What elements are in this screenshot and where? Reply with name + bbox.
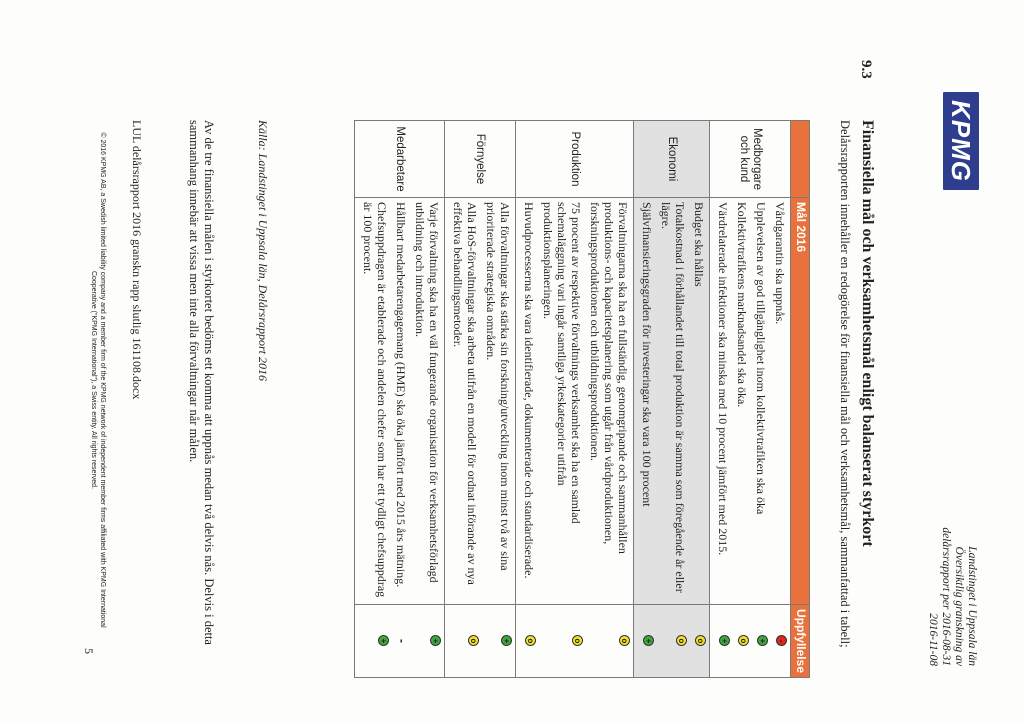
goal-text: Chefsuppdragen är etablerade och andelen chefer som har ett tydligt chefsuppdrag är 100 procent.: [361, 202, 389, 598]
row-category: Ekonomi: [634, 121, 710, 198]
goal-text: Varje förvaltning ska ha en väl fungerande organisation för verksamhetsförlagd utbildning och introduktion.: [413, 202, 441, 583]
goal-text: Upplevelsen av god tillgänglighet inom kollektivtrafiken ska öka: [754, 202, 768, 515]
row-category: Medarbetare: [355, 121, 445, 198]
status-indicator-icon: o: [695, 635, 706, 646]
goals-cell: [516, 198, 634, 605]
row-category: Förnyelse: [445, 121, 516, 198]
goals-cell: [710, 198, 791, 605]
status-indicator-icon: +: [501, 635, 512, 646]
table-row: [445, 121, 516, 678]
goal-text: Totalkostnad i förhållandet till total produktion är samma som föregående år eller lägre.: [659, 202, 687, 593]
goal-text: Budget ska hållas: [692, 202, 706, 287]
status-indicator-icon: o: [572, 635, 583, 646]
document-header: [926, 527, 978, 666]
goal-text: 75 procent av respektive förvaltnings verksamhet ska ha en samlad schemaläggning vari ingår samtliga yrkeskategorier utifrån produktionsplaneringen.: [541, 202, 583, 524]
status-indicator-icon: o: [525, 635, 536, 646]
row-category: Medborgare och kund: [710, 121, 791, 198]
row-category: Produktion: [516, 121, 634, 198]
goal-text: Kollektivtrafikens marknadsandel ska öka.: [735, 202, 749, 408]
goal-text: Alla HoS-förvaltningar ska arbeta utifrån en modell för ordnat införande av nya effektiva behandlingsmetoder.: [451, 202, 479, 585]
goal-text: Huvudprocesserna ska vara identifierade, dokumenterade och standardiserade.: [522, 202, 536, 579]
header-line: 2016-11-08: [927, 613, 939, 666]
goal-text: Självfinansieringsgraden för investeringar ska vara 100 procent: [640, 202, 654, 507]
status-indicator-icon: +: [757, 635, 768, 646]
status-indicator-icon: o: [468, 635, 479, 646]
status-indicator-icon: +: [643, 635, 654, 646]
goal-text: Förvaltningarna ska ha en fullständig, genomgripande och sammanhållen produktions- och kapacitetsplanering som utgår från vårdproduktionen, forskningsproduktionen och utbildningsproduktionen.: [588, 202, 630, 554]
section-number: 9.3: [858, 60, 874, 79]
status-indicator-icon: o: [676, 635, 687, 646]
goal-text: Alla förvaltningar ska stärka sin forskning/utveckling inom minst två av sina prioriterade strategiska områden.: [484, 202, 512, 571]
goals-header: Mål 2016: [791, 198, 810, 605]
table-row: [634, 121, 710, 678]
header-line: delårsrapport per 2016-08-31: [940, 527, 952, 666]
conclusion-paragraph: Av de tre finansiella målen i styrkortet bedöms ett komma att uppnås medan två delvis nås. Delvis i detta sammanhang innebär att vissa men inte alla förvaltningar når målen.: [187, 120, 216, 645]
status-cell: [445, 604, 516, 677]
goal-text: Vårdgarantin ska uppnås.: [773, 202, 787, 325]
header-line: Översiktlig granskning av: [953, 546, 965, 666]
status-cell: [516, 604, 634, 677]
section-intro: Delårsrapporten innehåller en redogörelse för finansiella mål och verksamhetsmål, sammanfattad i tabell;: [838, 120, 852, 648]
balanced-scorecard-table: [354, 120, 810, 678]
goals-cell: [445, 198, 516, 605]
section-title: Finansiella mål och verksamhetsmål enligt balanserat styrkort: [859, 120, 876, 547]
header-line: Landstinget i Uppsala län: [966, 546, 978, 666]
status-dash: -: [395, 638, 409, 643]
status-indicator-icon: +: [719, 635, 730, 646]
status-indicator-icon: +: [378, 635, 389, 646]
footer-legal: © 2016 KPMG AB, a Swedish limited liability company and a member firm of the KPMG network of independent member firms affiliated with KPMG International Cooperative ("KPMG International"), a Swiss entity. All rights reserved.: [90, 132, 106, 628]
status-cell: [355, 604, 445, 677]
table-row: [355, 121, 445, 678]
table-row: [516, 121, 634, 678]
footer-filename: LUL delårsrapport 2016 granskn rapp slutlig 161108.docx: [130, 120, 144, 400]
status-indicator-icon: o: [619, 635, 630, 646]
status-header: Uppfyllelse: [791, 604, 810, 677]
source-note: Källa: Landstinget i Uppsala län, Delårsrapport 2016: [256, 120, 270, 382]
status-indicator-icon: o: [738, 635, 749, 646]
status-indicator-icon: +: [430, 635, 441, 646]
kpmg-logo: KPMG: [943, 92, 979, 190]
goals-cell: [355, 198, 445, 605]
status-indicator-icon: -: [776, 635, 787, 646]
page-number: 5: [82, 648, 96, 654]
goal-text: Hållbart medarbetarengagemang (HME) ska öka jämfört med 2015 års mätning.: [394, 202, 408, 588]
table-row: [710, 121, 791, 678]
status-cell: [710, 604, 791, 677]
goal-text: Värdrelaterade infektioner ska minska med 10 procent jämfört med 2015.: [716, 202, 730, 556]
goals-cell: [634, 198, 710, 605]
status-cell: [634, 604, 710, 677]
